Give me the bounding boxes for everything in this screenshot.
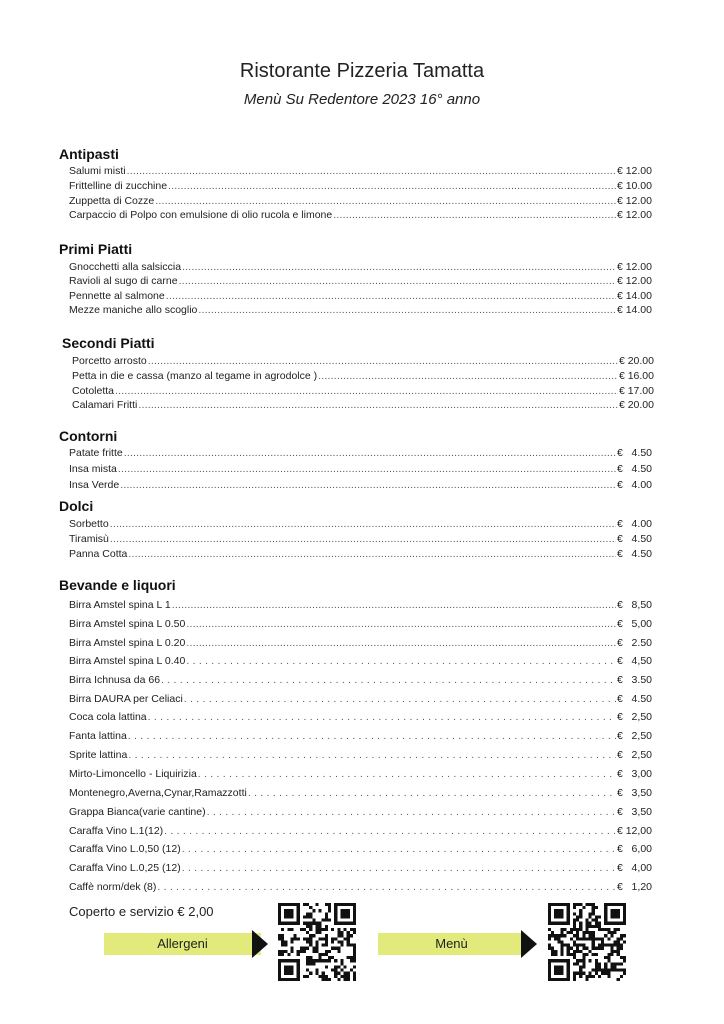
leader-dots bbox=[207, 805, 616, 820]
item-price: € 2,50 bbox=[616, 711, 652, 723]
menu-item bbox=[69, 532, 652, 547]
leader-dots bbox=[138, 398, 618, 413]
item-price: € 2.50 bbox=[616, 637, 652, 649]
item-price: € 12.00 bbox=[616, 209, 652, 221]
item-name: Montenegro,Averna,Cynar,Ramazzotti bbox=[69, 787, 247, 799]
leader-dots bbox=[128, 748, 616, 763]
leader-dots bbox=[118, 462, 616, 477]
item-name: Fanta lattina bbox=[69, 730, 127, 742]
menu-item bbox=[72, 369, 654, 384]
menu-item bbox=[69, 748, 652, 763]
item-price: € 4,00 bbox=[616, 862, 652, 874]
menu-item bbox=[72, 354, 654, 369]
item-price: € 2,50 bbox=[616, 730, 652, 742]
item-name: Porcetto arrosto bbox=[72, 355, 147, 367]
leader-dots bbox=[318, 369, 618, 384]
item-name: Coca cola lattina bbox=[69, 711, 147, 723]
menu-item bbox=[69, 478, 652, 493]
allergeni-button[interactable]: Allergeni bbox=[104, 933, 261, 955]
leader-dots bbox=[168, 179, 616, 194]
menu-item bbox=[69, 692, 652, 707]
item-name: Caraffa Vino L.0,25 (12) bbox=[69, 862, 181, 874]
item-name: Birra DAURA per Celiaci bbox=[69, 693, 183, 705]
menu-item bbox=[69, 289, 652, 304]
leader-dots bbox=[110, 532, 616, 547]
section-title: Contorni bbox=[59, 428, 118, 444]
item-price: € 1,20 bbox=[616, 881, 652, 893]
item-name: Tiramisù bbox=[69, 533, 109, 545]
leader-dots bbox=[248, 786, 616, 801]
item-price: € 12.00 bbox=[616, 275, 652, 287]
arrow-right-icon bbox=[521, 930, 537, 958]
menu-item bbox=[69, 673, 652, 688]
menu-item bbox=[69, 164, 652, 179]
menu-item bbox=[69, 274, 652, 289]
menu-item bbox=[72, 398, 654, 413]
leader-dots bbox=[115, 384, 618, 399]
qr-code-icon[interactable] bbox=[278, 903, 356, 981]
section-title: Primi Piatti bbox=[59, 241, 133, 257]
item-name: Sprite lattina bbox=[69, 749, 128, 761]
item-price: € 16.00 bbox=[618, 370, 654, 382]
item-name: Caraffa Vino L.1(12) bbox=[69, 825, 164, 837]
item-price: € 4.50 bbox=[616, 548, 652, 560]
leader-dots bbox=[128, 729, 616, 744]
item-name: Insa Verde bbox=[69, 479, 120, 491]
leader-dots bbox=[128, 547, 616, 562]
item-name: Panna Cotta bbox=[69, 548, 128, 560]
leader-dots bbox=[124, 446, 616, 461]
item-price: € 14.00 bbox=[616, 304, 652, 316]
section-title: Antipasti bbox=[59, 146, 119, 162]
menu-item bbox=[69, 446, 652, 461]
item-name: Birra Amstel spina L 0.40 bbox=[69, 655, 186, 667]
menu-item bbox=[69, 462, 652, 477]
leader-dots bbox=[186, 654, 616, 669]
item-price: € 4.50 bbox=[616, 693, 652, 705]
menu-item bbox=[69, 617, 652, 632]
leader-dots bbox=[198, 303, 616, 318]
item-price: € 3,00 bbox=[616, 768, 652, 780]
item-name: Salumi misti bbox=[69, 165, 126, 177]
leader-dots bbox=[110, 517, 616, 532]
menu-item bbox=[69, 786, 652, 801]
item-price: € 6,00 bbox=[616, 843, 652, 855]
item-price: € 4.00 bbox=[616, 479, 652, 491]
leader-dots bbox=[198, 767, 616, 782]
item-price: € 20.00 bbox=[618, 399, 654, 411]
leader-dots bbox=[157, 880, 616, 895]
item-price: € 10.00 bbox=[616, 180, 652, 192]
menu-item bbox=[69, 179, 652, 194]
menu-item bbox=[69, 729, 652, 744]
leader-dots bbox=[182, 260, 616, 275]
item-price: € 12.00 bbox=[616, 195, 652, 207]
menu-item bbox=[69, 861, 652, 876]
menu-item bbox=[69, 517, 652, 532]
menu-item bbox=[69, 303, 652, 318]
item-name: Insa mista bbox=[69, 463, 117, 475]
leader-dots bbox=[186, 617, 616, 632]
menu-item bbox=[69, 824, 652, 839]
item-name: Calamari Fritti bbox=[72, 399, 138, 411]
section-title: Secondi Piatti bbox=[62, 335, 155, 351]
menu-item bbox=[69, 880, 652, 895]
item-name: Mezze maniche allo scoglio bbox=[69, 304, 198, 316]
leader-dots bbox=[161, 673, 616, 688]
item-name: Frittelline di zucchine bbox=[69, 180, 168, 192]
leader-dots bbox=[182, 861, 616, 876]
item-price: € 3,50 bbox=[616, 787, 652, 799]
qr-code-icon[interactable] bbox=[548, 903, 626, 981]
item-name: Birra Amstel spina L 1 bbox=[69, 599, 171, 611]
item-price: € 14.00 bbox=[616, 290, 652, 302]
item-price: € 3,50 bbox=[616, 806, 652, 818]
section-title: Dolci bbox=[59, 498, 94, 514]
leader-dots bbox=[166, 289, 616, 304]
leader-dots bbox=[148, 354, 618, 369]
item-price: € 4,50 bbox=[616, 655, 652, 667]
leader-dots bbox=[333, 208, 616, 223]
item-price: € 12.00 bbox=[616, 165, 652, 177]
menu-item bbox=[69, 194, 652, 209]
menu-item bbox=[72, 384, 654, 399]
leader-dots bbox=[148, 710, 616, 725]
leader-dots bbox=[127, 164, 616, 179]
menu-item bbox=[69, 598, 652, 613]
item-name: Cotoletta bbox=[72, 385, 115, 397]
item-price: € 2,50 bbox=[616, 749, 652, 761]
menu-subtitle: Menù Su Redentore 2023 16° anno bbox=[243, 91, 481, 108]
menu-button[interactable]: Menù bbox=[378, 933, 525, 955]
menu-item bbox=[69, 636, 652, 651]
leader-dots bbox=[120, 478, 616, 493]
item-name: Carpaccio di Polpo con emulsione di olio rucola e limone bbox=[69, 209, 333, 221]
menu-item bbox=[69, 805, 652, 820]
item-name: Patate fritte bbox=[69, 447, 123, 459]
leader-dots bbox=[155, 194, 616, 209]
leader-dots bbox=[184, 692, 616, 707]
menu-item bbox=[69, 547, 652, 562]
item-price: € 12.00 bbox=[616, 261, 652, 273]
item-price: € 20.00 bbox=[618, 355, 654, 367]
section-title: Bevande e liquori bbox=[59, 577, 176, 593]
item-name: Gnocchetti alla salsiccia bbox=[69, 261, 182, 273]
coperto-text: Coperto e servizio € 2,00 bbox=[69, 904, 214, 919]
item-price: € 8,50 bbox=[616, 599, 652, 611]
menu-item bbox=[69, 842, 652, 857]
item-price: € 4.50 bbox=[616, 533, 652, 545]
leader-dots bbox=[186, 636, 616, 651]
menu-item bbox=[69, 654, 652, 669]
item-price: € 5,00 bbox=[616, 618, 652, 630]
leader-dots bbox=[182, 842, 616, 857]
item-price: € 12,00 bbox=[616, 825, 652, 837]
item-name: Zuppetta di Cozze bbox=[69, 195, 155, 207]
item-price: € 3.50 bbox=[616, 674, 652, 686]
menu-item bbox=[69, 767, 652, 782]
arrow-right-icon bbox=[252, 930, 268, 958]
item-name: Caraffa Vino L.0,50 (12) bbox=[69, 843, 181, 855]
item-price: € 4.50 bbox=[616, 447, 652, 459]
item-name: Caffè norm/dek (8) bbox=[69, 881, 157, 893]
restaurant-title: Ristorante Pizzeria Tamatta bbox=[239, 60, 485, 82]
item-name: Sorbetto bbox=[69, 518, 109, 530]
leader-dots bbox=[172, 598, 616, 613]
item-name: Birra Amstel spina L 0.50 bbox=[69, 618, 186, 630]
item-name: Grappa Bianca(varie cantine) bbox=[69, 806, 206, 818]
leader-dots bbox=[179, 274, 616, 289]
leader-dots bbox=[164, 824, 616, 839]
menu-item bbox=[69, 710, 652, 725]
menu-item bbox=[69, 260, 652, 275]
item-name: Birra Ichnusa da 66 bbox=[69, 674, 161, 686]
item-name: Petta in die e cassa (manzo al tegame in agrodolce ) bbox=[72, 370, 318, 382]
item-name: Ravioli al sugo di carne bbox=[69, 275, 178, 287]
item-price: € 4.50 bbox=[616, 463, 652, 475]
item-name: Birra Amstel spina L 0.20 bbox=[69, 637, 186, 649]
item-price: € 4.00 bbox=[616, 518, 652, 530]
item-price: € 17.00 bbox=[618, 385, 654, 397]
menu-item bbox=[69, 208, 652, 223]
item-name: Pennette al salmone bbox=[69, 290, 165, 302]
item-name: Mirto-Limoncello - Liquirizia bbox=[69, 768, 197, 780]
